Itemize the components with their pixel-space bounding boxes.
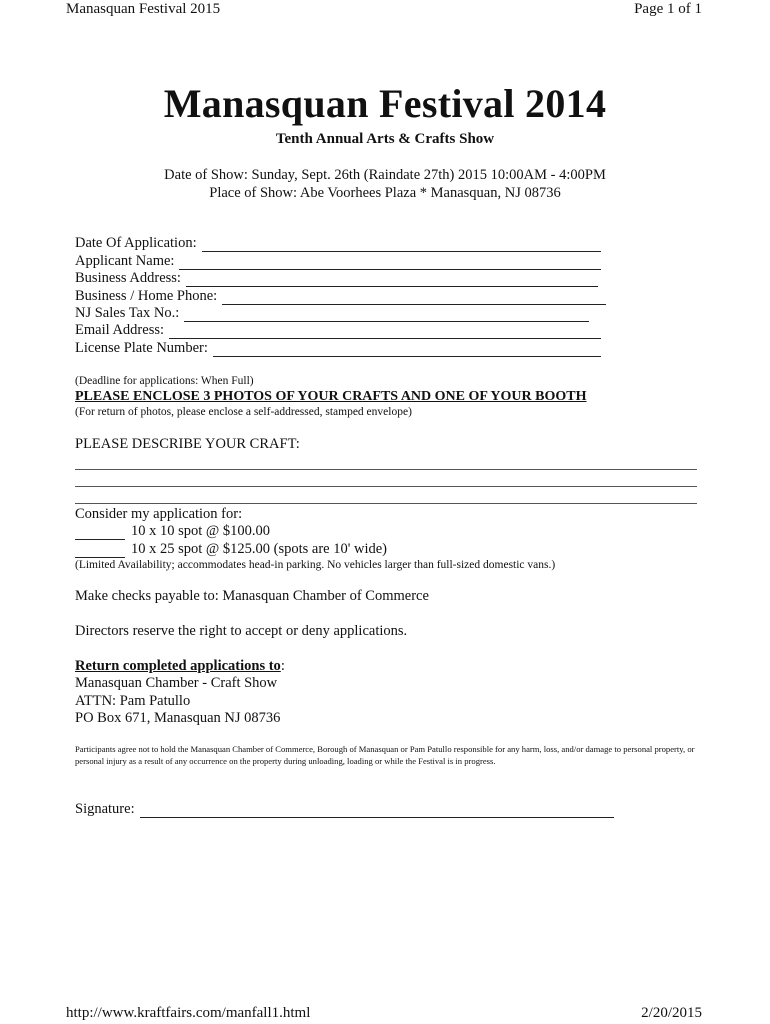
field-email-address	[75, 322, 601, 339]
field-signature	[75, 801, 614, 818]
show-date: Date of Show: Sunday, Sept. 26th (Raindate 27th) 2015 10:00AM - 4:00PM	[164, 167, 606, 183]
availability-note: (Limited Availability; accommodates head-in parking. No vehicles larger than full-sized domestic vans.)	[75, 559, 556, 571]
page-url: http://www.kraftfairs.com/manfall1.html	[66, 1005, 311, 1021]
describe-craft-line-1[interactable]	[75, 469, 697, 470]
license-plate-input[interactable]	[213, 342, 601, 357]
page-header-title: Manasquan Festival 2015	[66, 1, 221, 17]
describe-craft-line-2[interactable]	[75, 486, 697, 487]
business-phone-input[interactable]	[222, 290, 606, 305]
field-label: License Plate Number:	[75, 340, 208, 356]
consider-label: Consider my application for:	[75, 506, 243, 522]
field-label: Email Address:	[75, 322, 165, 338]
spot-10x25-input[interactable]	[75, 543, 125, 558]
spot-10x10-input[interactable]	[75, 525, 125, 540]
describe-craft-line-3[interactable]	[75, 503, 697, 504]
page-date: 2/20/2015	[641, 1005, 702, 1021]
photos-notice: PLEASE ENCLOSE 3 PHOTOS OF YOUR CRAFTS AND ONE OF YOUR BOOTH	[75, 389, 587, 404]
field-label: Applicant Name:	[75, 253, 175, 269]
field-label: Date Of Application:	[75, 235, 197, 251]
return-heading	[75, 658, 285, 675]
spot-option-10x25	[75, 541, 387, 558]
checks-payable-note: Make checks payable to: Manasquan Chamber of Commerce	[75, 588, 429, 604]
field-label: Business Address:	[75, 270, 181, 286]
field-date-of-application	[75, 235, 601, 252]
spot-option-10x10	[75, 523, 270, 540]
directors-note: Directors reserve the right to accept or deny applications.	[75, 623, 408, 639]
page-number: Page 1 of 1	[634, 1, 702, 17]
date-of-application-input[interactable]	[202, 237, 601, 252]
signature-input[interactable]	[140, 803, 614, 818]
return-heading-text: Return completed applications to	[75, 658, 281, 674]
return-address-line-1: Manasquan Chamber - Craft Show	[75, 675, 278, 691]
liability-disclaimer: Participants agree not to hold the Manasquan Chamber of Commerce, Borough of Manasquan or Pam Patullo responsible for any harm, loss, and/or damage to personal property, or personal injury as a result of any occurrence on the property during unloading, loading or while the Festival is in progress.	[75, 744, 695, 766]
show-place: Place of Show: Abe Voorhees Plaza * Manasquan, NJ 08736	[209, 185, 561, 201]
page-subtitle: Tenth Annual Arts & Crafts Show	[275, 131, 495, 147]
business-address-input[interactable]	[186, 272, 598, 287]
applicant-name-input[interactable]	[179, 255, 601, 270]
describe-craft-label: PLEASE DESCRIBE YOUR CRAFT:	[75, 436, 300, 452]
field-nj-sales-tax	[75, 305, 589, 322]
signature-label: Signature:	[75, 801, 135, 817]
field-label: Business / Home Phone:	[75, 288, 218, 304]
spot-label: 10 x 10 spot @ $100.00	[131, 523, 271, 539]
field-business-phone	[75, 288, 606, 305]
nj-sales-tax-input[interactable]	[184, 307, 589, 322]
field-label: NJ Sales Tax No.:	[75, 305, 180, 321]
return-heading-colon: :	[280, 658, 285, 674]
return-address-line-2: ATTN: Pam Patullo	[75, 693, 191, 709]
email-address-input[interactable]	[169, 324, 601, 339]
page-title: Manasquan Festival 2014	[163, 81, 607, 126]
field-license-plate	[75, 340, 601, 357]
field-business-address	[75, 270, 598, 287]
return-address-line-3: PO Box 671, Manasquan NJ 08736	[75, 710, 281, 726]
field-applicant-name	[75, 253, 601, 270]
photos-return-note: (For return of photos, please enclose a self-addressed, stamped envelope)	[75, 406, 412, 418]
spot-label: 10 x 25 spot @ $125.00 (spots are 10' wide)	[131, 541, 387, 557]
deadline-note: (Deadline for applications: When Full)	[75, 375, 254, 387]
